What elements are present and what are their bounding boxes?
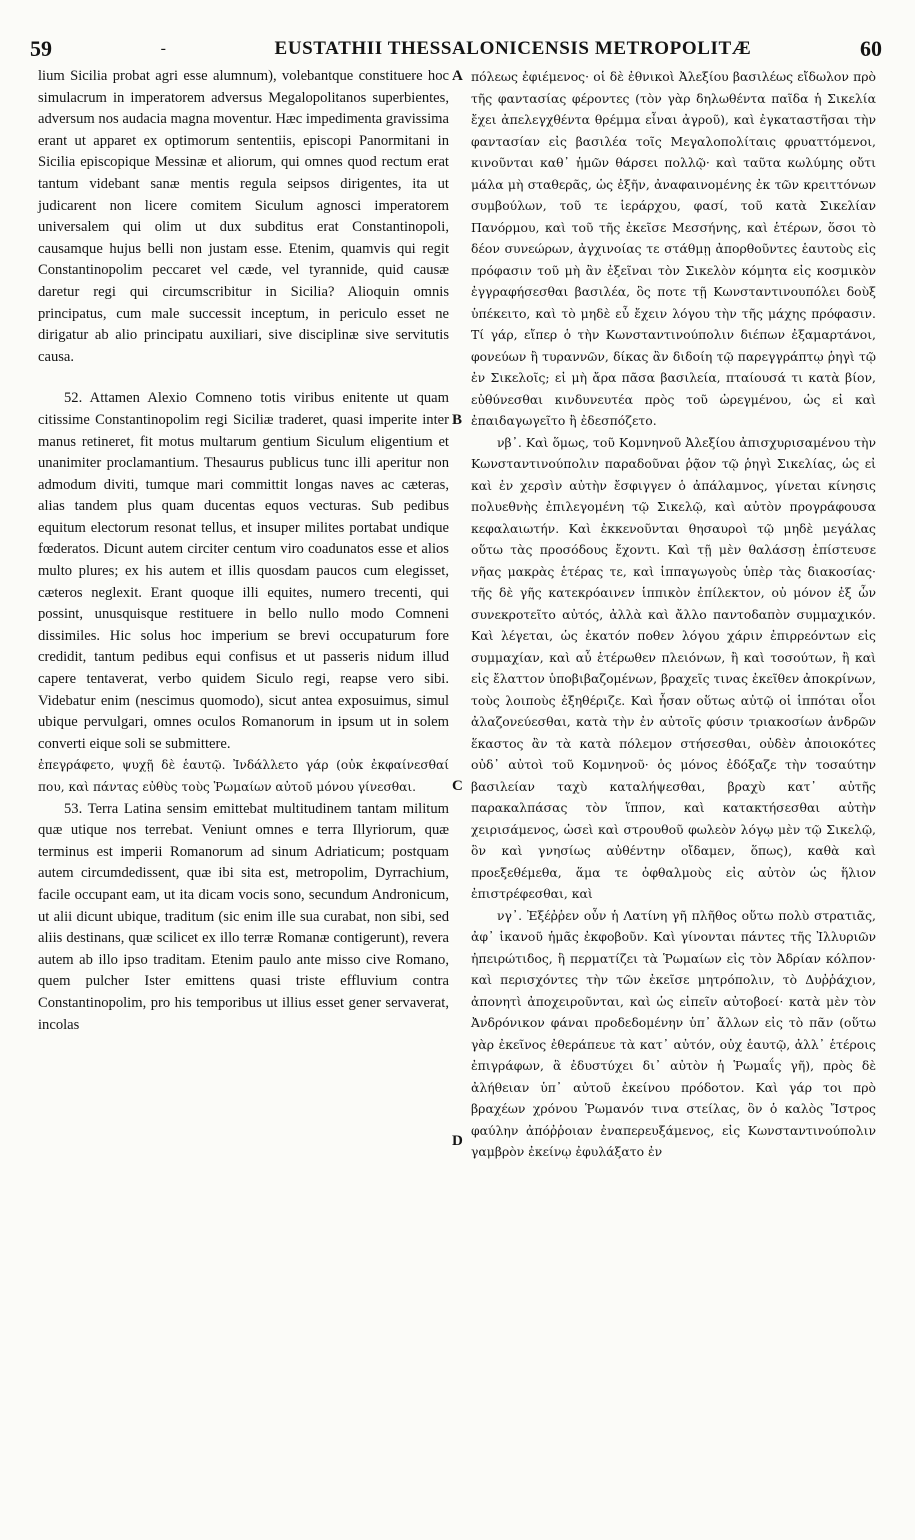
greek-column bbox=[471, 66, 876, 1163]
margin-letter-a: A bbox=[452, 68, 463, 84]
latin-column bbox=[38, 66, 449, 1036]
page-number-right: 60 bbox=[859, 36, 882, 61]
latin-paragraph-51: lium Sicilia probat agri esse alumnum), volebantque constituere hoc simulacrum in imperatorem adversus Megalopolitanos superbientes, adversum nos audacia magna moventur. Hæc impedimenta gravissima erant ut apparet ex optimorum sententiis, episcopi Panormitani in Sicilia episcopique Messinæ et aliorum, qui omnes quod rectum erat tantum videbant sanæ mentis regula seipsos dirigentes, ita ut judicarent non licere comitem Siculum agnosci imperatorem universalem qui olim ut dux subditus erat Constantinopoli, causamque hujus belli non justam esse. Etenim, quamvis qui regit Constantinopolim peccaret vel cæde, vel tyrannide, quid causæ daretur regi qui circumscribitur in Sicilia? Alioquin omnis principatus, cum male successit inceptum, in periculo esset ne dirigatur ab alio principatu auxiliari, sive disciplinæ sive servitutis causa. bbox=[38, 68, 449, 365]
header-separator: - bbox=[160, 40, 166, 57]
greek-insert-line: ἐπεγράφετο, ψυχῇ δὲ ἑαυτῷ. Ἰνδάλλετο γάρ (οὐκ ἐκφαίνεσθαί που, καὶ πάντας εὐθὺς τοὺς Ῥωμαίων αὐτοῦ μόνου γίνεσθαι. bbox=[38, 758, 449, 794]
greek-paragraph-53: νγ᾽. Ἐξέῤῥεν οὖν ἡ Λατίνη γῆ πλῆθος οὕτω πολὺ στρατιᾶς, ἀφ᾽ ἱκανοῦ ἡμᾶς ἐκφοβοῦν. Καὶ γίνονται πάντες τῆς Ἰλλυριῶν ἠπειρώτιδος, ἣ περματίζει τὰ Ῥωμαίων εἰς τὸν Ἀδρίαν κόλπον· καὶ περισχόντες τὴν τῶν ἐκεῖσε μητρόπολιν, τὸ Δυῤῥάχιον, ἀπονητὶ ἀποχειροῦνται, καὶ ὡς εἰπεῖν αὐτοβοεί· κατὰ μὲν τὸν Ἀνδρόνικον φάναι προδεδομένην ὑπ᾽ ἄλλων εἰς τὸ πᾶν (οὕτω γὰρ ἐκεῖνος ἐθεράπευε τὰ κατ᾽ αὐτόν, οὐχ ἑαυτῷ, ἀλλ᾽ ἑτέροις ἐπιγράφων, ἃ ἐδυστύχει δι᾽ αὐτὸν ἡ Ῥωμαΐς γῆ), πρὸς δὲ ἀλήθειαν ὑπ᾽ αὐτοῦ ἐκείνου πρόδοτον. Καὶ γάρ τοι πρὸ βραχέων χρόνου Ῥωμανόν τινα στείλας, ὃν ὁ καλὸς Ἴστρος φαύλην ἀπόῤῥοιαν ἐναπερευξάμενος, εἰς Κωνσταντινούπολιν γαμβρὸν ἐκείνῳ ἐφυλάξατο ἐν bbox=[471, 907, 876, 1159]
running-header bbox=[30, 34, 882, 64]
running-title: EUSTATHII THESSALONICENSIS METROPOLITÆ bbox=[274, 38, 752, 59]
latin-paragraph-52: 52. Attamen Alexio Comneno totis viribus enitente ut quam citissime Constantinopolim regi Siciliæ traderet, quasi imperite inter manus retineret, fit motus multarum gentium Siculum eligentium et unanimiter proclamantium. Thesaurus publicus tunc illi aperitur non admodum diviti, tumque mari committit longas naves ac cæteras, alias tandem plus quam ducentas equos vecturas. Sub pedibus equitum electorum resonat tellus, et insuper milites portabat undique fœderatos. Dicunt autem circiter centum viro coadunatos esse et alios multo plures; ex his autem et illis quosdam paucos cum elegisset, cæteros neglexit. Erant quoque illi equites, numero trecenti, qui possint, unusquisque restituere in bello nullo modo Comneni dissimiles. Hic solus hoc imperium se brevi occupaturum fore credidit, tantum pedibus equi confisus et ut passeris nidum illud capere tentaverat, verbo quidem Siculo regi, reapse vero sibi. Videbatur enim (nescimus quomodo), sicut antea exposuimus, simul ubique pervulgari, omnes oculos Romanorum in ipsum ut in solem converti eique soli se submittere. bbox=[38, 390, 449, 752]
margin-letter-d: D bbox=[452, 1133, 463, 1149]
greek-paragraph-52: νβ᾽. Καὶ ὅμως, τοῦ Κομνηνοῦ Ἀλεξίου ἀπισχυρισαμένου τὴν Κωνσταντινούπολιν παραδοῦναι ῥᾷον τῷ ῥηγὶ Σικελίας, ὡς εἰ καὶ ἐν χερσὶν αὐτὴν ἔσφιγγεν ὁ ἀπάλαμνος, γίνεται κίνησις πολυεθνὴς ἐπιλεγομένη τῷ Σικελῷ, καὶ αὐτὸν προγράφουσα κεφαλαιωτήν. Καὶ ἐκκενοῦνται θησαυροὶ τῷ μηδὲ μεγάλας οὕτω τὰς προσόδους ἔχοντι. Καὶ τῇ μὲν θαλάσσῃ ἐπίστευσε νῆας μακρὰς ἑτέρας τε, καὶ ἱππαγωγοὺς ὑπὲρ τὰς διακοσίας· τῆς δὲ γῆς κατεκρόαινεν ἱππικὸν ἐπίλεκτον, οὐ μόνον ἐξ ὧν συνεκροτεῖτο αὐτός, ἀλλὰ καὶ ἄλλο παντοδαπὸν συμμαχικόν. Καὶ λέγεται, ὡς ἑκατόν ποθεν λόγου χάριν ἐπιρρεόντων εἰς συμμαχίαν, καὶ αὖ ἑτέρωθεν πλειόνων, ἢ καὶ τοσούτων, ἢ καὶ εἰς ἔλαττον ὑποβιβαζομένων, βραχεῖς τινας ἐκεῖθεν ἀποκρίνων, τοὺς λοιποὺς ἐξηθέριζε. Καὶ ἦσαν οὕτως αὐτῷ οἱ ἱππόται οἷοι ἀλαζονεύεσθαι, κατὰ τὴν ἐν αὐτοῖς φύσιν τριακοσίων ἀνδρῶν ἕκαστος ἂν τὰ κατὰ πόλεμον στήσεσθαι, οὐδὲν ἀποιοκότες οὐδ᾽ αὐτοὶ τοῦ Κομνηνοῦ· ὁς μόνος ἐδόξαζε τὴν τοσαύτην βασιλείαν ταχὺ καταλήψεσθαι, βραχὺ κατ᾽ αὐτῆς παρακαλπάσας τὸν ἵππον, καὶ κατακτήσεσθαι αὐτὴν χειρισάμενος, ὡσεὶ καὶ στρουθοῦ φωλεὸν λόγῳ μὲν τῷ Σικελῷ, ὃν καὶ γνησίως αὐθέντην οἴδαμεν, ὅπως), καθὰ καὶ προεξεθέμεθα, ἅμα τε ὀφθαλμοὺς εἰς αὐτὸν ὡς ἥλιον ἐπιστρέφεσθαι, καὶ bbox=[471, 434, 877, 901]
latin-paragraph-53: 53. Terra Latina sensim emittebat multitudinem tantam militum quæ utique nos terrebat. Veniunt omnes e terra Illyriorum, quæ terminus est imperii Romanorum ad sinum Adriaticum; postquam autem circumdedissent, quæ ibi sita est, metropolim, Dyrrachium, facile occupant eam, ut ita dicam vocis sono, secundum Andronicum, ut alii dicunt ubique, traditum (sic enim ille sua curabat, non sibi, sed aliis destinans, quæ scilicet ex illo terræ Romanæ contigerunt), revera autem ab illo ipso traditam. Etenim paulo ante misso cive Romano, quem pulcher Ister emittens quasi triste effluvium contra Constantinopolim, pro his temporibus ut illius esset gener servaverat, incolas bbox=[38, 800, 449, 1033]
margin-letter-c: C bbox=[452, 778, 463, 794]
margin-letter-b: B bbox=[452, 412, 463, 428]
greek-paragraph-51: πόλεως ἐφιέμενος· οἱ δὲ ἐθνικοὶ Ἀλεξίου βασιλέως εἴδωλον πρὸ τῆς φαντασίας φέροντες (τὸν γὰρ δηλωθέντα παῖδα ἡ Σικελία ἔχει ἀπελεγχθέντα θρέμμα εἶναι ἀγροῦ), καὶ ἐγκαταστῆσαι τὴν φαντασίαν εἰς βασιλέα τοῖς Μεγαλοπολίταις φρυαττόμενοι, κινοῦνται καθ᾽ ἡμῶν θάρσει πολλῷ· καὶ ταῦτα κωλύμης οὔτι μάλα μὴ σταθερᾶς, ὡς ἐξῆν, ἀναφαινομένης ἐκ τῶν κρειττόνων συμβούλων, τοῦ τε ἱεράρχου, φασί, τοῦ κατὰ Σικελίαν Πανόρμου, καὶ τοῦ τῆς ἐκεῖσε Μεσσήνης, καὶ ἑτέρων, ὅσοι τὸ δέον συνεώρων, ἀγχινοίας τε στάθμῃ ἀπορθοῦντες ἑαυτοὺς εἰς πρόφασιν τοῦ μὴ ἂν ἐξεῖναι τὸν Σικελὸν κόμητα εἰς κοσμικὸν ἐγγραφήσεσθαι βασιλέα, ὃς ποτε τῇ Κωνσταντινουπόλει δοὺξ ὑπέκειτο, καὶ τὸ μηδὲ εὖ ἔχειν λόγου τὴν τῆς μάχης πρόφασιν. Τί γάρ, εἴπερ ὁ τὴν Κωνσταντινούπολιν διέπων ἐξαμαρτάνοι, φονεύων ἢ τυραννῶν, δίκας ἂν διδοίη τῷ παρεγγράπτῳ ῥηγὶ τῷ ἐν Σικελοῖς; εἰ μὴ ἄρα πᾶσα βασιλεία, πταίουσά τι κατὰ βίον, εὐθύνεσθαι κινδυνευτέα πρὸς τοῦ ὠρεγμένου, ὡς εἰ καὶ ἐπαιδαγωγεῖτο ἢ ἐδεσπόζετο. bbox=[471, 69, 876, 428]
page-number-left: 59 bbox=[30, 36, 52, 61]
